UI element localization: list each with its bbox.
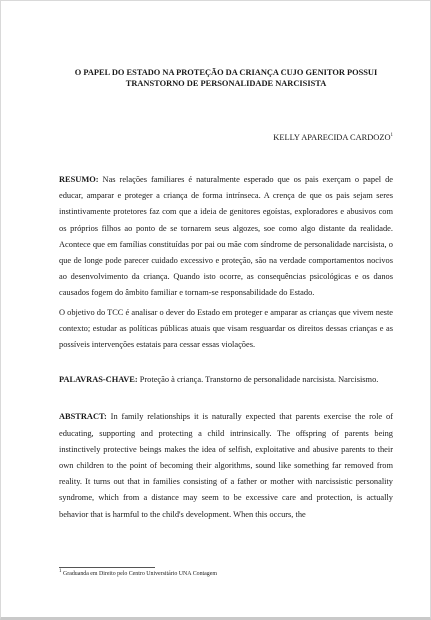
keywords-text: Proteção à criança. Transtorno de personalidade narcisista. Narcisismo. [139,375,379,385]
abstract-paragraph [59,409,393,522]
footnote-marker: 1 [59,569,62,575]
resumo-text: Nas relações familiares é naturalmente esperado que os pais exerçam o papel de educar, amparar e proteger a criança de forma intrínseca. A crença de que os pais sejam seres instintivamente protetores faz com que a ideia de genitores egoístas, exploradores e abusivos com os próprios filhos ao ponto de se tornarem seus algozes, soe como algo distante da realidade. Acontece que em famílias constituídas por pai ou mãe com síndrome de personalidade narcisista, o que de longe pode parecer cuidado excessivo e proteção, são na verdade comportamentos nocivos ao desenvolvimento da criança. Quando isto ocorre, as consequências psicológicas e os danos causados fogem do âmbito familiar e tornam-se responsabilidade do Estado. [59,175,393,298]
author-name-text: KELLY APARECIDA CARDOZO [273,133,391,142]
keywords-paragraph [59,372,393,388]
abstract-label: ABSTRACT: [59,412,107,422]
author-footnote-marker: 1 [390,133,393,139]
author-name [59,132,393,143]
footnote-text: Graduanda em Direito pelo Centro Universitário UNA Contagem [62,571,217,577]
footnote [59,570,393,578]
resumo-label: RESUMO: [59,175,99,184]
document-title: O PAPEL DO ESTADO NA PROTEÇÃO DA CRIANÇA CUJO GENITOR POSSUI TRANSTORNO DE PERSONALIDADE NARCISISTA [74,68,378,88]
footnote-divider [59,567,155,568]
objective-paragraph: O objetivo do TCC é analisar o dever do Estado em proteger e amparar as crianças que vivem neste contexto; estudar as políticas públicas atuais que visam resguardar os direitos dessas crianças e as possíveis intervenções estatais para cessar essas violações. [59,307,393,350]
abstract-text: In family relationships it is naturally expected that parents exercise the role of educating, supporting and protecting a child intrinsically. The offspring of parents being instinctively protective beings makes the idea of selfish, exploitative and abusive parents to their own children to the point of becoming their algorithms, sound like something far removed from reality. It turns out that in families consisting of a father or mother with narcissistic personality syndrome, which from a distance may seem to be excessive care and protection, is actually behavior that is harmful to the child's development. When this occurs, the [59,412,394,519]
page-content [59,67,393,523]
keywords-label: PALAVRAS-CHAVE: [59,375,138,385]
resumo-paragraph [59,172,393,302]
